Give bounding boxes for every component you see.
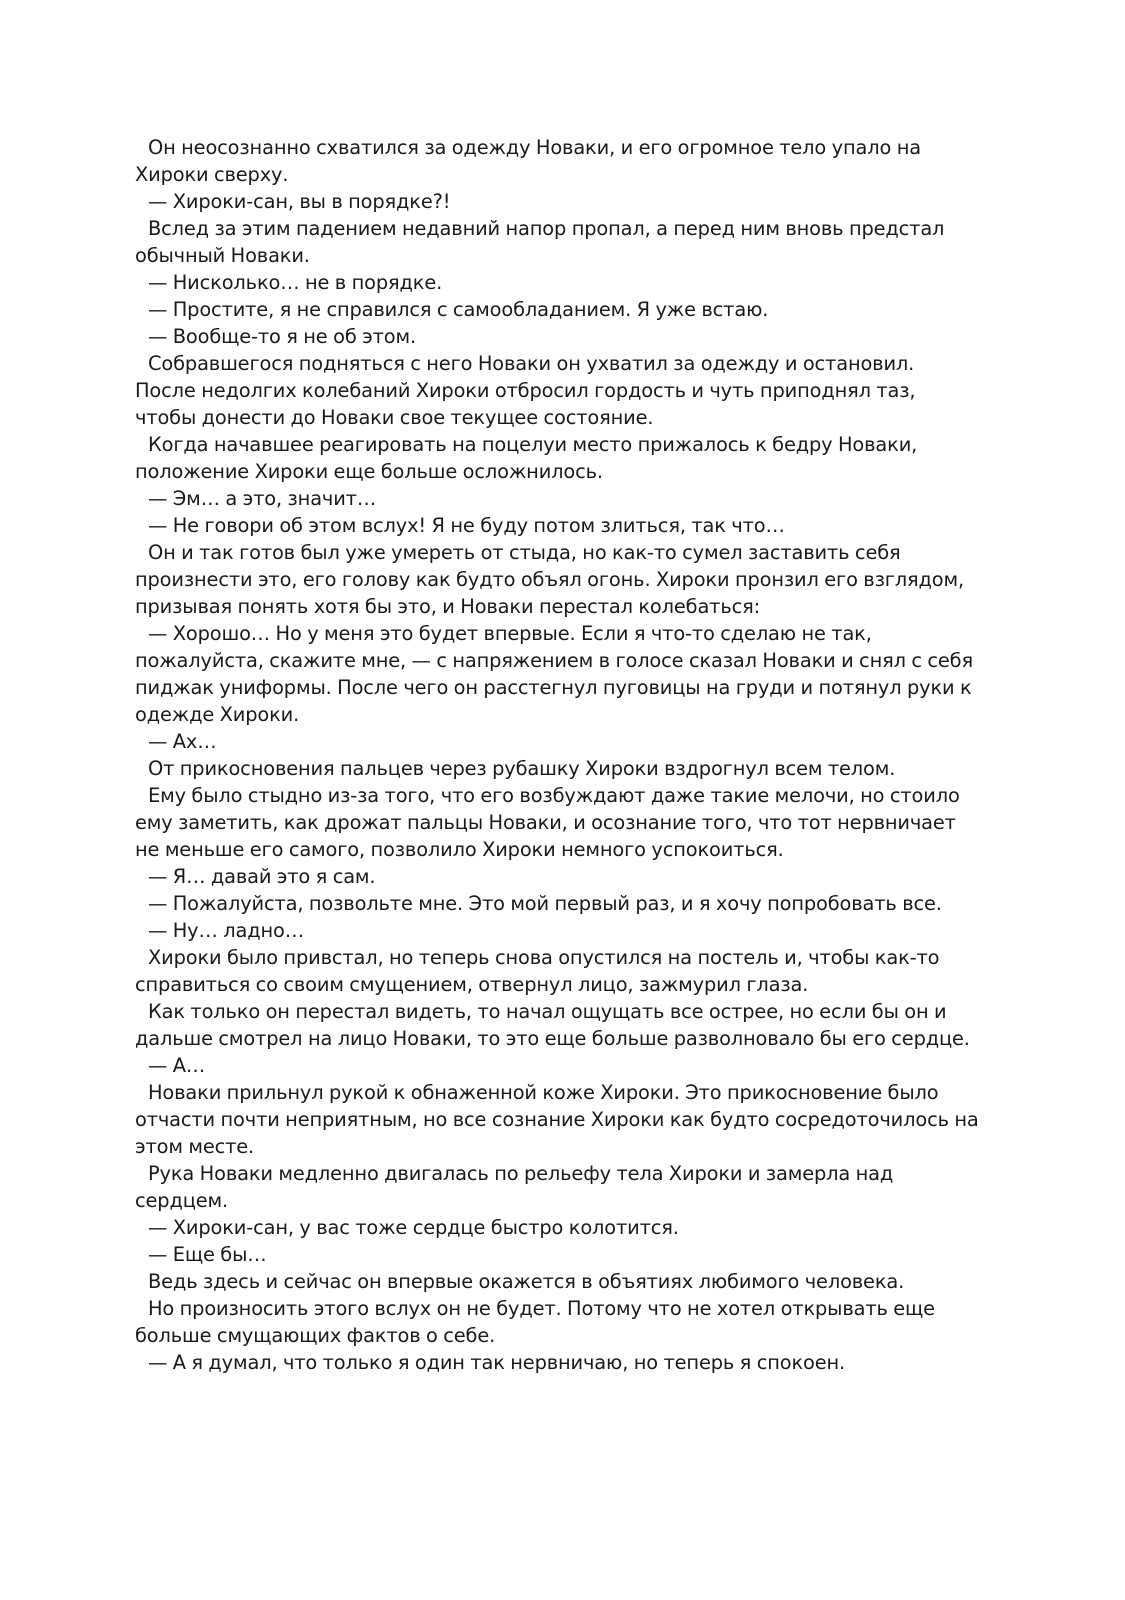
paragraph: Рука Новаки медленно двигалась по рельефу тела Хироки и замерла над сердцем. — [135, 1162, 894, 1212]
dialogue-line: — Хироки-сан, у вас тоже сердце быстро колотится. — [148, 1216, 679, 1239]
dialogue-line: — Не говори об этом вслух! Я не буду потом злиться, так что… — [148, 514, 785, 537]
paragraph: Как только он перестал видеть, то начал ощущать все острее, но если бы он и дальше смотрел на лицо Новаки, то это еще больше разволновало бы его сердце. — [135, 1000, 970, 1050]
dialogue-line: — Простите, я не справился с самообладанием. Я уже встаю. — [148, 298, 769, 321]
dialogue-line: — Эм… а это, значит… — [148, 487, 377, 510]
dialogue-line: — Пожалуйста, позвольте мне. Это мой первый раз, и я хочу попробовать все. — [148, 892, 942, 915]
paragraph: Ведь здесь и сейчас он впервые окажется в объятиях любимого человека. — [148, 1270, 905, 1293]
dialogue-line: — А я думал, что только я один так нервничаю, но теперь я спокоен. — [148, 1351, 846, 1374]
paragraph: Но произносить этого вслух он не будет. Потому что не хотел открывать еще больше смущающих фактов о себе. — [135, 1297, 935, 1347]
paragraph: Собравшегося подняться с него Новаки он ухватил за одежду и остановил. После недолгих колебаний Хироки отбросил гордость и чуть приподнял таз, чтобы донести до Новаки свое текущее состояние. — [135, 352, 916, 429]
paragraph: Он неосознанно схватился за одежду Новаки, и его огромное тело упало на Хироки сверху. — [135, 136, 921, 186]
paragraph: Хироки было привстал, но теперь снова опустился на постель и, чтобы как-то справиться со своим смущением, отвернул лицо, зажмурил глаза. — [135, 946, 940, 996]
dialogue-line: — Я… давай это я сам. — [148, 865, 376, 888]
paragraph: Он и так готов был уже умереть от стыда, но как-то сумел заставить себя произнести это, его голову как будто объял огонь. Хироки пронзил его взглядом, призывая понять хотя бы это, и Новаки перестал колебаться: — [135, 541, 964, 618]
dialogue-line: — Нисколько… не в порядке. — [148, 271, 443, 294]
dialogue-line: — Хорошо… Но у меня это будет впервые. Если я что-то сделаю не так, пожалуйста, скажите мне, — с напряжением в голосе сказал Новаки и снял с себя пиджак униформы. После чего он расстегнул пуговицы на груди и потянул руки к одежде Хироки. — [135, 622, 974, 726]
dialogue-line: — Вообще-то я не об этом. — [148, 325, 416, 348]
dialogue-line: — Хироки-сан, вы в порядке?! — [148, 190, 451, 213]
dialogue-line: — Ну… ладно… — [148, 919, 304, 942]
paragraph: Когда начавшее реагировать на поцелуи место прижалось к бедру Новаки, положение Хироки еще больше осложнилось. — [135, 433, 918, 483]
dialogue-line: — Ах… — [148, 730, 217, 753]
paragraph: Новаки прильнул рукой к обнаженной коже Хироки. Это прикосновение было отчасти почти неприятным, но все сознание Хироки как будто сосредоточилось на этом месте. — [135, 1081, 979, 1158]
paragraph: Вслед за этим падением недавний напор пропал, а перед ним вновь предстал обычный Новаки. — [135, 217, 945, 267]
document-page — [135, 134, 980, 1376]
dialogue-line: — Еще бы… — [148, 1243, 267, 1266]
dialogue-line: — А… — [148, 1054, 206, 1077]
paragraph: Ему было стыдно из-за того, что его возбуждают даже такие мелочи, но стоило ему заметить, как дрожат пальцы Новаки, и осознание того, что тот нервничает не меньше его самого, позволило Хироки немного успокоиться. — [135, 784, 960, 861]
paragraph: От прикосновения пальцев через рубашку Хироки вздрогнул всем телом. — [148, 757, 896, 780]
